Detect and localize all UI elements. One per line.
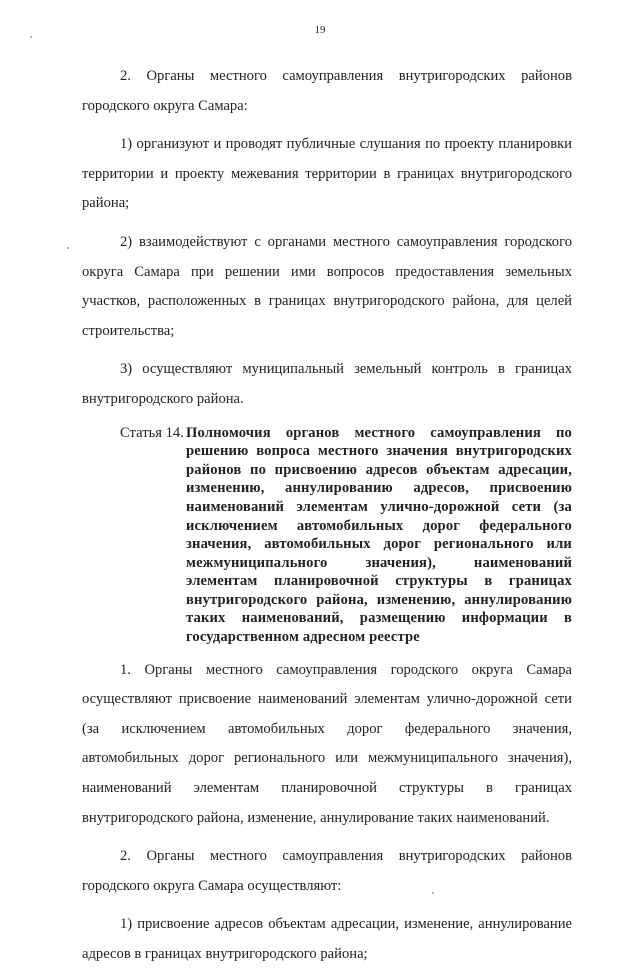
paragraph: 3) осуществляют муниципальный земельный контроль в границах внутригородского района. <box>82 361 572 407</box>
paragraph: 1) присвоение адресов объектам адресации, изменение, аннулирование адресов в границах внутригородского района; <box>82 916 572 962</box>
paragraph: 2. Органы местного самоуправления внутригородских районов городского округа Самара осуществляют: <box>82 848 572 894</box>
article-label: Статья 14. <box>120 424 184 441</box>
article-heading <box>82 424 572 647</box>
paragraph: 2. Органы местного самоуправления внутригородских районов городского округа Самара: <box>82 68 572 114</box>
paragraph: 1) организуют и проводят публичные слушания по проекту планировки территории и проекту межевания территории в границах внутригородского района; <box>82 136 572 212</box>
paragraph: 2) взаимодействуют с органами местного самоуправления городского округа Самара при решении ими вопросов предоставления земельных участков, расположенных в границах внутригородского района, для целей строительства; <box>82 233 572 339</box>
article-title: Полномочия органов местного самоуправления по решению вопроса местного значения внутригородских районов по присвоению адресов объектам адресации, изменению, аннулированию адресов, присвоению наименований элементам улично-дорожной сети (за исключением автомобильных дорог федерального значения, автомобильных дорог регионального или межмуниципального значения), наименований элементам планировочной структуры в границах внутригородского района, изменению, аннулированию таких наименований, размещению информации в государственном адресном реестре <box>186 424 572 646</box>
scan-speck <box>67 247 69 249</box>
paragraph: 1. Органы местного самоуправления городского округа Самара осуществляют присвоение наименований элементам улично-дорожной сети (за исключением автомобильных дорог федерального значения, автомобильных дорог регионального или межмуниципального значения), наименований элементам планировочной структуры в границах внутригородского района, изменение, аннулирование таких наименований. <box>82 661 572 826</box>
scan-speck <box>30 36 32 38</box>
page-number: 19 <box>314 24 326 36</box>
document-body <box>82 62 572 979</box>
